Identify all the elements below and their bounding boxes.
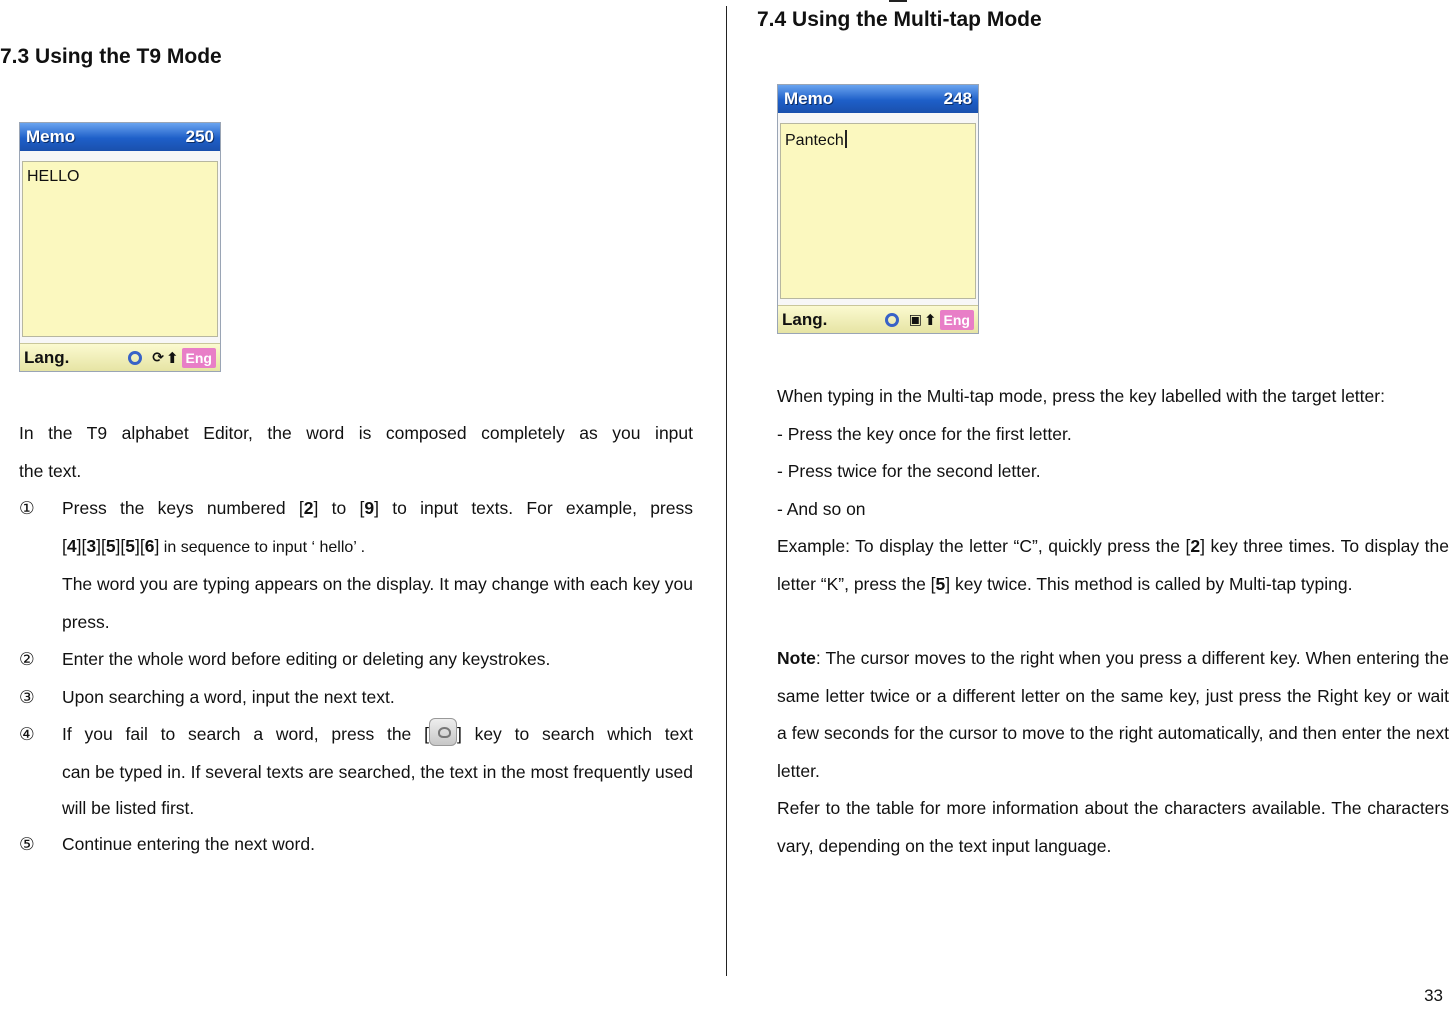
step-2 xyxy=(19,641,693,679)
phone-screenshot-t9 xyxy=(19,122,221,372)
t9-body xyxy=(19,415,693,863)
memo-text: HELLO xyxy=(27,168,80,185)
t9-intro-line2: the text. xyxy=(19,460,82,481)
lang-softkey: Lang. xyxy=(782,309,828,329)
bullet-1: - Press the key once for the first letter. xyxy=(777,423,1072,444)
step-3-text: Upon searching a word, input the next text. xyxy=(62,686,395,707)
step-4-line1: If you fail to search a word, press the [ ] key to search which text xyxy=(62,716,693,754)
memo-text-area xyxy=(780,123,976,299)
memo-label: Memo xyxy=(784,89,834,108)
spacer xyxy=(777,603,1449,640)
note-text: : The cursor moves to the right when you press a different key. When entering the same letter twice or a different letter on the same key, just press the Right key or wait a few seconds for the cursor to move to the right automatically, and then enter the next letter. xyxy=(777,648,1449,781)
phone-screenshot-multitap xyxy=(777,84,979,334)
section-title-t9: 7.3 Using the T9 Mode xyxy=(0,45,222,68)
memo-title-bar xyxy=(778,85,978,113)
page-number: 33 xyxy=(1424,986,1443,1005)
text-cursor xyxy=(845,130,847,148)
step-1-extra: The word you are typing appears on the display. It may change with each key you press. xyxy=(62,574,694,632)
lang-softkey: Lang. xyxy=(24,347,70,367)
multitap-refer: Refer to the table for more information about the characters available. The characters vary, depending on the text input language. xyxy=(777,798,1449,856)
column-divider xyxy=(726,6,727,976)
bullet-3: - And so on xyxy=(777,498,866,519)
step-number: ③ xyxy=(19,686,35,707)
step-5-text: Continue entering the next word. xyxy=(62,833,315,854)
step-number: ④ xyxy=(19,724,35,744)
step-number: ① xyxy=(19,498,35,518)
multitap-note xyxy=(777,640,1449,790)
memo-text: Pantech xyxy=(785,132,844,149)
step-1-line1: Press the keys numbered [2] to [9] to input texts. For example, press xyxy=(62,498,693,518)
step-1 xyxy=(19,490,693,641)
step-3 xyxy=(19,679,693,717)
t9-icon: ⟳ xyxy=(152,349,164,365)
lang-badge: Eng xyxy=(182,348,216,368)
step-1-sequence: [4][3][5][5][6] in sequence to input ‘ hello’ . xyxy=(62,535,366,556)
step-number: ⑤ xyxy=(19,833,35,854)
lang-badge: Eng xyxy=(940,310,974,330)
multitap-body xyxy=(777,378,1449,865)
memo-title-bar xyxy=(20,123,220,151)
char-count: 248 xyxy=(943,89,972,108)
step-number: ② xyxy=(19,649,35,669)
key-icon xyxy=(429,718,457,746)
multitap-intro: When typing in the Multi-tap mode, press the key labelled with the target letter: xyxy=(777,386,1385,406)
up-arrow-icon: ⬆ xyxy=(923,311,937,329)
memo-text-area xyxy=(22,161,218,337)
header-mark xyxy=(889,0,907,2)
abc-mode-icon: ▣ xyxy=(908,311,922,327)
step-4 xyxy=(19,716,693,826)
step-2-text: Enter the whole word before editing or deleting any keystrokes. xyxy=(62,649,551,669)
ok-icon xyxy=(885,313,899,327)
multitap-example: Example: To display the letter “C”, quickly press the [2] key three times. To display the letter “K”, press the [5] key twice. This method is called by Multi-tap typing. xyxy=(777,536,1449,594)
ok-icon xyxy=(128,351,142,365)
t9-intro-line1: In the T9 alphabet Editor, the word is composed completely as you input xyxy=(19,423,693,443)
soft-key-bar xyxy=(20,343,220,371)
char-count: 250 xyxy=(185,127,214,146)
up-arrow-icon: ⬆ xyxy=(165,349,179,367)
memo-label: Memo xyxy=(26,127,76,146)
step-5 xyxy=(19,826,693,864)
note-label: Note xyxy=(777,648,816,668)
section-title-multitap: 7.4 Using the Multi-tap Mode xyxy=(757,8,1042,31)
t9-steps xyxy=(19,490,693,863)
bullet-2: - Press twice for the second letter. xyxy=(777,461,1041,481)
soft-key-bar xyxy=(778,305,978,333)
step-4-rest: can be typed in. If several texts are searched, the text in the most frequently used will be listed first. xyxy=(62,761,693,818)
